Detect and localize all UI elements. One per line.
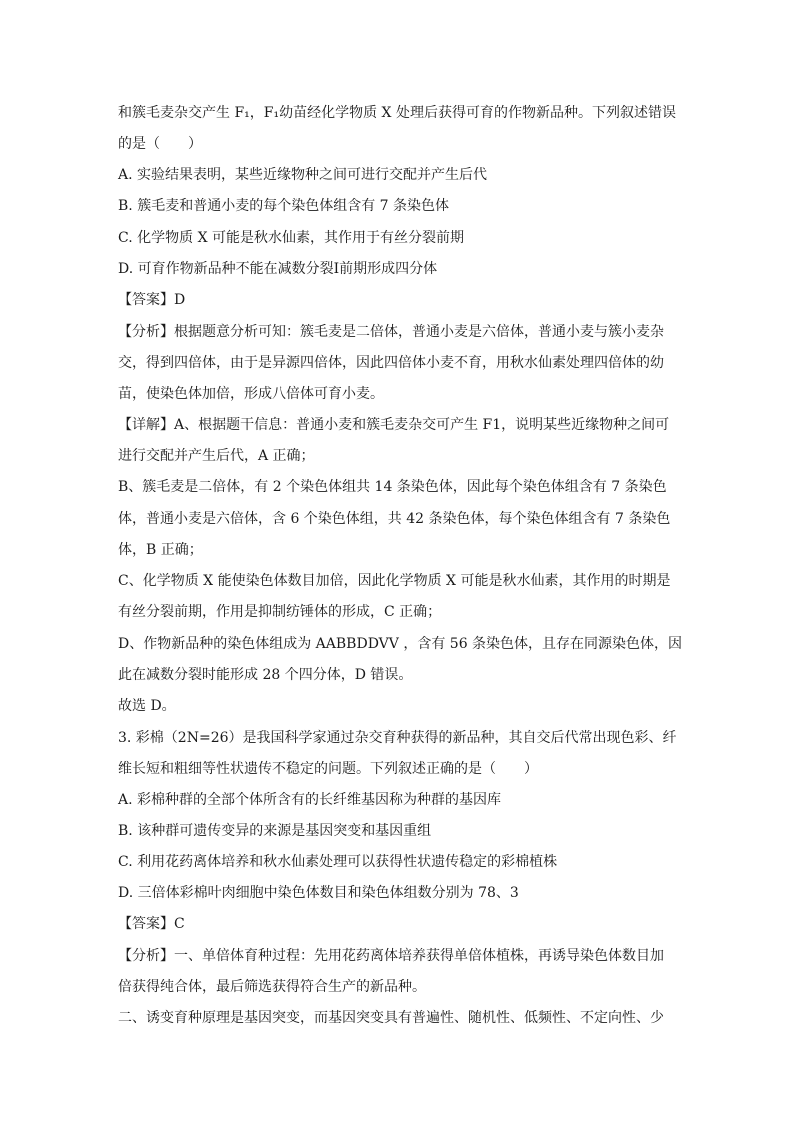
text-line: D、作物新品种的染色体组成为 AABBDDVV ，含有 56 条染色体，且存在同源染色体，因 xyxy=(118,636,683,652)
question-3: 3. 彩棉（2N=26）是我国科学家通过杂交育种获得的新品种，其自交后代常出现色彩、纤 xyxy=(118,730,677,746)
text-line: 体，B 正确； xyxy=(118,542,203,558)
text-line: 此在减数分裂时能形成 28 个四分体，D 错误。 xyxy=(118,667,413,683)
analysis-line: 【分析】根据题意分析可知：簇毛麦是二倍体，普通小麦是六倍体，普通小麦与簇小麦杂 xyxy=(118,324,664,340)
text-line: 进行交配并产生后代，A 正确； xyxy=(118,448,315,464)
text-line: 和簇毛麦杂交产生 F₁，F₁幼苗经化学物质 X 处理后获得可育的作物新品种。下列叙述错误 xyxy=(118,105,676,121)
option-c: C. 利用花药离体培养和秋水仙素处理可以获得性状遗传稳定的彩棉植株 xyxy=(118,854,558,870)
answer-line: 【答案】C xyxy=(118,916,185,932)
text-line: 维长短和粗细等性状遗传不稳定的问题。下列叙述正确的是（ ） xyxy=(118,761,538,777)
detail-line: 【详解】A、根据题干信息：普通小麦和簇毛麦杂交可产生 F1，说明某些近缘物种之间可 xyxy=(118,417,670,433)
option-d: D. 三倍体彩棉叶肉细胞中染色体数目和染色体组数分别为 78、3 xyxy=(118,885,519,901)
option-a: A. 实验结果表明，某些近缘物种之间可进行交配并产生后代 xyxy=(118,167,488,183)
text-line: 二、诱变育种原理是基因突变，而基因突变具有普遍性、随机性、低频性、不定向性、少 xyxy=(118,1010,664,1026)
answer-line: 【答案】D xyxy=(118,292,186,308)
option-d: D. 可育作物新品种不能在减数分裂Ⅰ前期形成四分体 xyxy=(118,261,438,277)
text-line: C、化学物质 X 能使染色体数目加倍，因此化学物质 X 可能是秋水仙素，其作用的时期是 xyxy=(118,573,671,589)
analysis-line: 【分析】一、单倍体育种过程：先用花药离体培养获得单倍体植株，再诱导染色体数目加 xyxy=(118,948,664,964)
option-b: B. 该种群可遗传变异的来源是基因突变和基因重组 xyxy=(118,823,432,839)
text-line: 的是（ ） xyxy=(118,136,202,152)
text-line: 有丝分裂前期，作用是抑制纺锤体的形成，C 正确； xyxy=(118,604,442,620)
text-line: 故选 D。 xyxy=(118,698,176,714)
option-b: B. 簇毛麦和普通小麦的每个染色体组含有 7 条染色体 xyxy=(118,198,449,214)
text-line: 倍获得纯合体，最后筛选获得符合生产的新品种。 xyxy=(118,979,426,995)
option-a: A. 彩棉种群的全部个体所含有的长纤维基因称为种群的基因库 xyxy=(118,792,502,808)
text-line: 苗，使染色体加倍，形成八倍体可育小麦。 xyxy=(118,386,384,402)
text-line: B、簇毛麦是二倍体，有 2 个染色体组共 14 条染色体，因此每个染色体组含有 7 条染色 xyxy=(118,479,667,495)
text-line: 体，普通小麦是六倍体，含 6 个染色体组，共 42 条染色体，每个染色体组含有 7 条染色 xyxy=(118,511,671,527)
text-line: 交，得到四倍体，由于是异源四倍体，因此四倍体小麦不育，用秋水仙素处理四倍体的幼 xyxy=(118,355,664,371)
option-c: C. 化学物质 X 可能是秋水仙素，其作用于有丝分裂前期 xyxy=(118,230,464,246)
